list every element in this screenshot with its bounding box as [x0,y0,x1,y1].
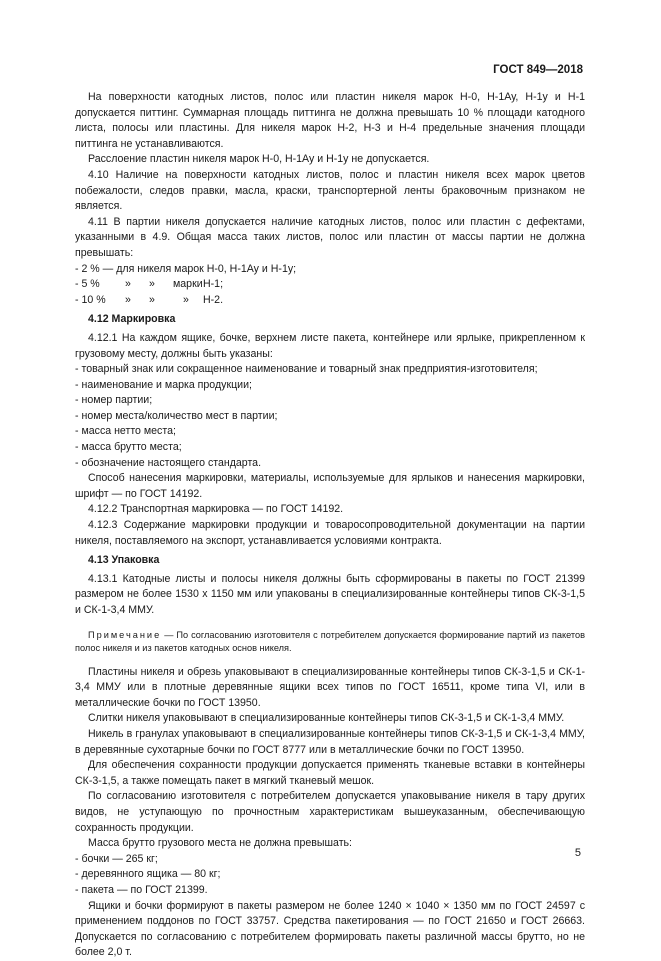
marking-list-item: - обозначение настоящего стандарта. [75,456,262,469]
limit-percent: - 10 % [75,293,106,306]
paragraph-other-containers: По согласованию изготовителя с потребителем допускается упаковывание никеля в тару других видов, не уступающую по прочностным характеристикам вышеуказанным, обеспечивающую сохранность продукции. [75,790,585,834]
paragraph-ingots: Слитки никеля упаковывают в специализированные контейнеры типов СК-3-1,5 и СК-1-3,4 ММУ. [88,712,565,725]
marking-list-item: - номер места/количество мест в партии; [75,409,278,422]
paragraph-marking-method: Способ нанесения маркировки, материалы, используемые для ярлыков и нанесения маркировки, шрифт — по ГОСТ 14192. [75,472,585,500]
paragraph-plates: Пластины никеля и обрезь упаковывают в специализированные контейнеры типов СК-3-1,5 и СК-1-3,4 ММУ или в плотные деревянные ящики всех типов по ГОСТ 16511, кроме типа VI, или в металлические бочки по ГОСТ 13950. [75,665,585,709]
limit-row-2 [75,277,585,293]
paragraph-delamination: Расслоение пластин никеля марок Н-0, Н-1Ау и Н-1у не допускается. [88,153,430,166]
ditto-mark: » [149,278,155,291]
paragraph-granules: Никель в гранулах упаковывают в специализированные контейнеры типов СК-3-1,5 и СК-1-3,4 ММУ, в деревянные сухотарные бочки по ГОСТ 8777 или в металлические бочки по ГОСТ 13950. [75,727,585,756]
marking-list-item: - наименование и марка продукции; [75,378,252,391]
limit-row-1: - 2 % — для никеля марок Н-0, Н-1Ау и Н-1у; [75,262,297,275]
ditto-mark: » [183,293,189,306]
paragraph-4-12-3: 4.12.3 Содержание маркировки продукции и товаросопроводительной документации на партии никеля, поставляемого на экспорт, устанавливается условиями контракта. [75,519,585,547]
marking-list-item: - масса брутто места; [75,441,182,454]
section-heading-packing: 4.13 Упаковка [88,554,160,567]
note-label: Примечание [88,629,162,640]
marking-list-item: - масса нетто места; [75,425,176,438]
standard-header: ГОСТ 849—2018 [493,64,583,76]
limit-grade: Н-1; [203,278,224,291]
limit-word: марки [173,278,203,291]
limit-row-3 [75,293,585,309]
limit-percent: - 5 % [75,278,100,291]
page-number: 5 [574,847,581,859]
paragraph-pallets: Ящики и бочки формируют в пакеты размером не более 1240 × 1040 × 1350 мм по ГОСТ 24597 с применением поддонов по ГОСТ 33757. Средства пакетирования — по ГОСТ 21650 и ГОСТ 26663. Допускается по согласованию с потребителем формировать пакеты различной массы брутто, но не более 2,0 т. [75,899,585,959]
document-body [75,90,585,961]
ditto-mark: » [125,278,131,291]
paragraph-inserts: Для обеспечения сохранности продукции допускается применять тканевые вставки в контейнеры СК-3-1,5, а также помещать пакет в мягкий тканевый мешок. [75,759,585,787]
paragraph-4-10: 4.10 Наличие на поверхности катодных листов, полос и пластин никеля всех марок цветов побежалости, следов правки, масла, краски, транспортерной ленты браковочным признаком не является. [75,168,585,213]
marking-list-item: - номер партии; [75,394,153,407]
paragraph-4-12-2: 4.12.2 Транспортная маркировка — по ГОСТ 14192. [88,503,344,516]
ditto-mark: » [149,293,155,306]
paragraph-4-11: 4.11 В партии никеля допускается наличие катодных листов, полос или пластин с дефектами, указанными в 4.9. Общая масса таких листов, полос или пластин от массы партии не должна превышать: [75,215,585,259]
section-heading-marking: 4.12 Маркировка [88,313,176,326]
paragraph-gross-mass: Масса брутто грузового места не должна превышать: [88,837,353,850]
note [75,629,585,655]
ditto-mark: » [125,293,131,306]
weight-list-item: - пакета — по ГОСТ 21399. [75,883,208,896]
weight-list-item: - бочки — 265 кг; [75,852,158,865]
note-text: — По согласованию изготовителя с потребителем допускается формирование партий из пакетов полос никеля и из пакетов катодных основ никеля. [75,629,585,653]
weight-list-item: - деревянного ящика — 80 кг; [75,868,221,881]
paragraph-4-12-1: 4.12.1 На каждом ящике, бочке, верхнем листе пакета, контейнере или ярлыке, прикрепленном к грузовому месту, должны быть указаны: [75,331,585,360]
paragraph-pitting: На поверхности катодных листов, полос или пластин никеля марок Н-0, Н-1Ау, Н-1у и Н-1 допускается питтинг. Суммарная площадь питтинга не должна превышать 10 % площади катодного листа, полосы или пластины. Для никеля марок Н-2, Н-3 и Н-4 предельные значения площади питтинга не устанавливаются. [75,91,585,150]
marking-list-item: - товарный знак или сокращенное наименование и товарный знак предприятия-изготовителя; [75,363,538,376]
paragraph-4-13-1: 4.13.1 Катодные листы и полосы никеля должны быть сформированы в пакеты по ГОСТ 21399 размером не более 1530 х 1150 мм или упакованы в специализированные контейнеры типов СК-3-1,5 и СК-1-3,4 ММУ. [75,572,585,616]
limit-grade: Н-2. [203,293,224,306]
